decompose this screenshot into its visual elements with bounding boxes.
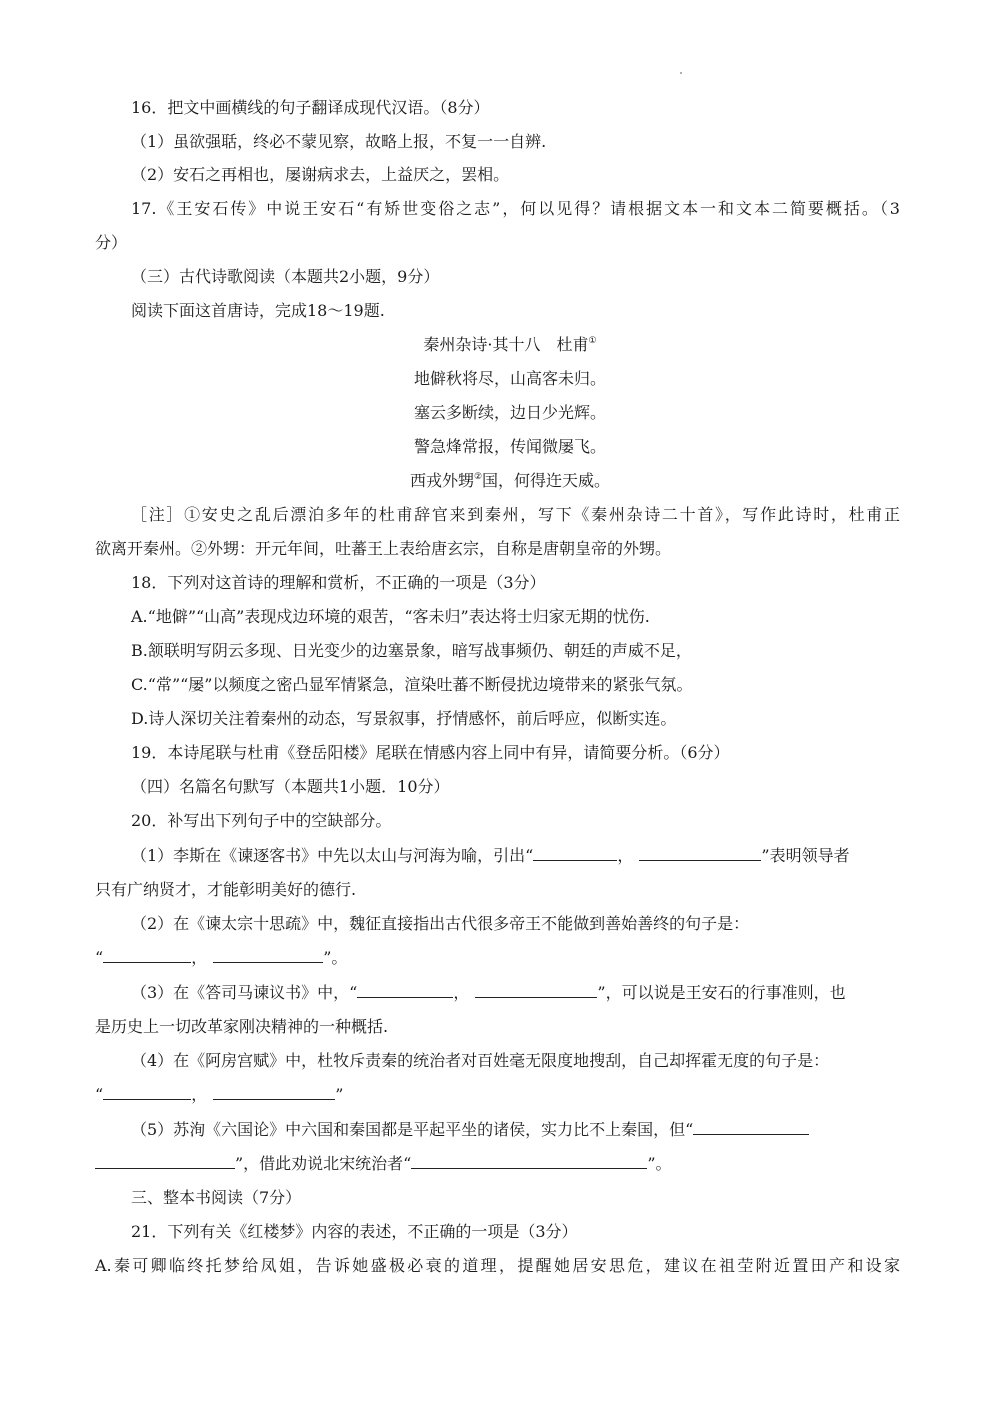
answer-blank[interactable] — [95, 1154, 235, 1169]
q20-p2-close: ”。 — [323, 948, 348, 967]
q18-option-c: C.“常”“屡”以频度之密凸显军情紧急，渲染吐蕃不断侵扰边境带来的紧张气氛。 — [131, 675, 693, 694]
q21-option-a: A.秦可卿临终托梦给凤姐，告诉她盛极必衰的道理，提醒她居安思危，建议在祖茔附近置田产和设家 — [95, 1256, 900, 1275]
poem-line-4-a: 西戎外甥 — [409, 471, 474, 490]
q20-p4-close: ” — [335, 1085, 344, 1104]
part-3-title: 三、整本书阅读（7分） — [131, 1188, 302, 1207]
poem-line-4-b: 国，何得迕天威。 — [482, 471, 611, 490]
q20-part-4-line-2 — [95, 1085, 900, 1105]
q20-p1-sep: ， — [617, 846, 634, 865]
q16-sentence-2: （2）安石之再相也，屡谢病求去，上益厌之，罢相。 — [131, 165, 510, 184]
q20-p3-text-b: ”，可以说是王安石的行事准则，也 — [597, 983, 846, 1002]
answer-blank[interactable] — [639, 846, 761, 861]
q20-p5-mid: ”，借此劝说北宋统治者“ — [235, 1154, 412, 1173]
q16-sentence-1: （1）虽欲强聒，终必不蒙见察，故略上报，不复一一自辨. — [131, 132, 547, 151]
q20-p1-text-b: ”表明领导者 — [761, 846, 850, 865]
q20-part-5-line-1 — [131, 1120, 900, 1140]
q20-part-2-line-2 — [95, 948, 900, 968]
q18-option-d: D.诗人深切关注着秦州的动态，写景叙事，抒情感怀，前后呼应，似断实连。 — [131, 709, 677, 728]
notes-line-2: 欲离开秦州。②外甥：开元年间，吐蕃王上表给唐玄宗，自称是唐朝皇帝的外甥。 — [95, 539, 672, 558]
q20-part-3-line-1 — [131, 983, 900, 1003]
q20-part-4-line-1: （4）在《阿房宫赋》中，杜牧斥责秦的统治者对百姓毫无限度地搜刮，自己却挥霍无度的句子是： — [131, 1051, 830, 1070]
answer-blank[interactable] — [213, 1085, 335, 1100]
q20-part-1-line-1 — [131, 846, 900, 866]
q20-part-5-line-2 — [95, 1154, 900, 1174]
poem-line-4 — [0, 471, 992, 491]
poem-line-3: 警急烽常报，传闻微屡飞。 — [413, 437, 606, 456]
q21-title: 21．下列有关《红楼梦》内容的表述，不正确的一项是（3分） — [131, 1222, 578, 1241]
answer-blank[interactable] — [533, 846, 617, 861]
q20-p4-open: “ — [95, 1085, 104, 1104]
answer-blank[interactable] — [693, 1120, 809, 1135]
q20-p1-text-a: （1）李斯在《谏逐客书》中先以太山与河海为喻，引出“ — [131, 846, 534, 865]
q20-p2-open: “ — [95, 948, 104, 967]
note-mark-2: ② — [473, 472, 483, 482]
q17-line-1: 17.《王安石传》中说王安石“有矫世变俗之志”，何以见得？请根据文本一和文本二简要概括。（3 — [131, 199, 900, 218]
q20-p3-sep: ， — [453, 983, 470, 1002]
q17-line-2: 分） — [95, 233, 128, 252]
q20-p5-close: ”。 — [647, 1154, 672, 1173]
poem-line-1: 地僻秋将尽，山高客未归。 — [413, 369, 606, 388]
answer-blank[interactable] — [213, 948, 323, 963]
poem-line-2: 塞云多断续，边日少光辉。 — [413, 403, 606, 422]
answer-blank[interactable] — [411, 1154, 647, 1169]
section-3-title: （三）古代诗歌阅读（本题共2小题，9分） — [131, 267, 440, 286]
q20-part-2-line-1: （2）在《谏太宗十思疏》中，魏征直接指出古代很多帝王不能做到善始善终的句子是： — [131, 914, 750, 933]
section-3-intro: 阅读下面这首唐诗，完成18～19题. — [131, 301, 385, 320]
note-mark-1: ① — [588, 336, 597, 346]
answer-blank[interactable] — [357, 983, 453, 998]
q20-p3-text-a: （3）在《答司马谏议书》中，“ — [131, 983, 358, 1002]
q20-p2-sep: ， — [191, 948, 208, 967]
q20-part-1-line-2: 只有广纳贤才，才能彰明美好的德行. — [95, 880, 357, 899]
answer-blank[interactable] — [103, 948, 191, 963]
scan-speck — [680, 72, 682, 74]
q18-option-b: B.颔联明写阴云多现、日光变少的边塞景象，暗写战事频仍、朝廷的声威不足， — [131, 641, 692, 660]
q20-part-3-line-2: 是历史上一切改革家刚决精神的一种概括. — [95, 1017, 389, 1036]
q18-title: 18．下列对这首诗的理解和赏析，不正确的一项是（3分） — [131, 573, 546, 592]
q16-title: 16．把文中画横线的句子翻译成现代汉语。（8分） — [131, 98, 490, 117]
q20-p4-sep: ， — [191, 1085, 208, 1104]
q19: 19．本诗尾联与杜甫《登岳阳楼》尾联在情感内容上同中有异，请简要分析。（6分） — [131, 743, 730, 762]
q20-title: 20．补写出下列句子中的空缺部分。 — [131, 811, 392, 830]
answer-blank[interactable] — [475, 983, 597, 998]
section-4-title: （四）名篇名句默写（本题共1小题．10分） — [131, 777, 450, 796]
q20-p5-text-a: （5）苏洵《六国论》中六国和秦国都是平起平坐的诸侯，实力比不上秦国，但“ — [131, 1120, 694, 1139]
answer-blank[interactable] — [103, 1085, 191, 1100]
notes-line-1: ［注］①安史之乱后漂泊多年的杜甫辞官来到秦州，写下《秦州杂诗二十首》，写作此诗时，杜甫正 — [131, 505, 900, 524]
q18-option-a: A.“地僻”“山高”表现戍边环境的艰苦，“客未归”表达将士归家无期的忧伤. — [131, 607, 650, 626]
poem-title — [0, 335, 992, 355]
poem-title-text: 秦州杂诗·其十八 杜甫 — [423, 335, 589, 354]
